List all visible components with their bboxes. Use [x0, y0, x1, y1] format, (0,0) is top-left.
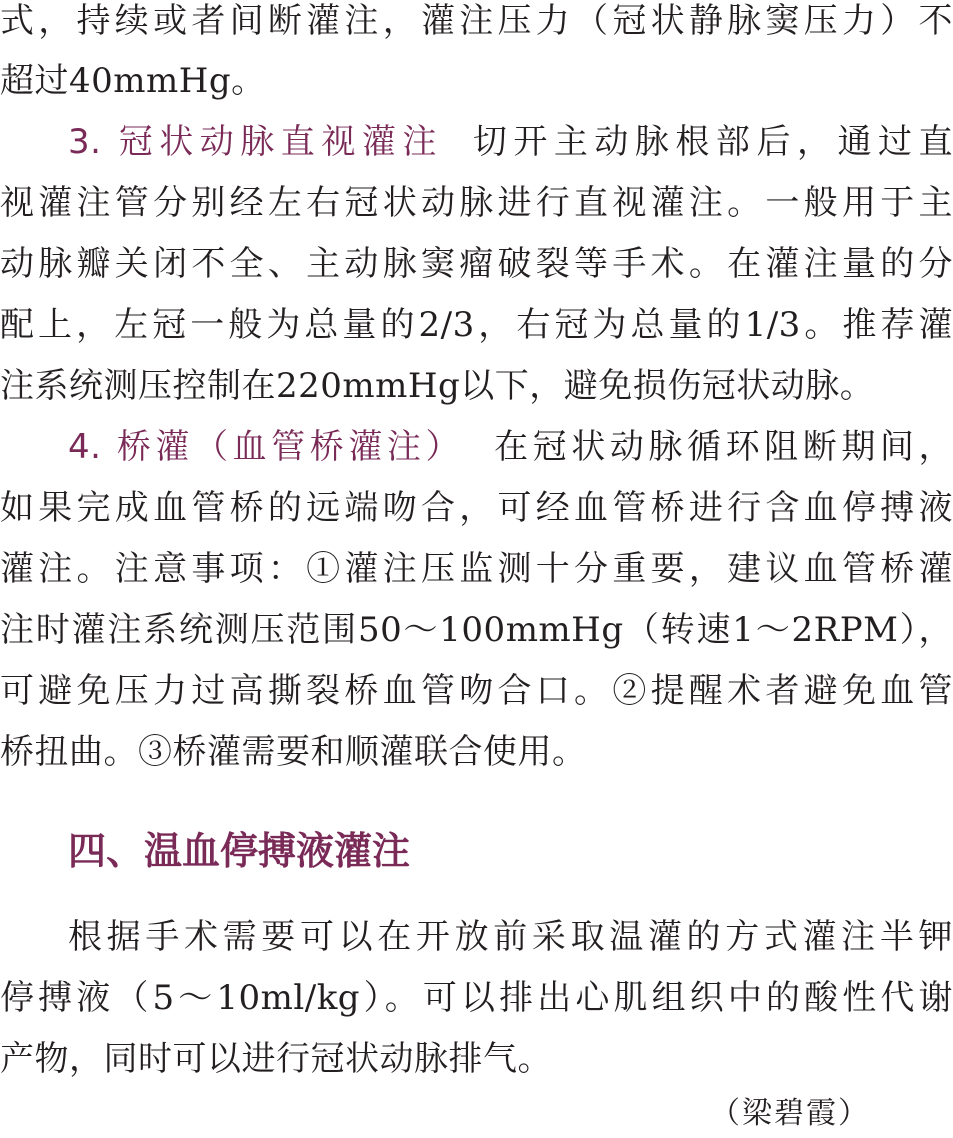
section-4-heading: 4. 桥灌（血管桥灌注） [68, 427, 465, 467]
paragraph-line: 注系统测压控制在220mmHg以下，避免损伤冠状动脉。 [0, 366, 875, 406]
paragraph-line: 配上，左冠一般为总量的2/3，右冠为总量的1/3。推荐灌 [0, 305, 953, 345]
paragraph-line: 停搏液（5～10ml/kg）。可以排出心肌组织中的酸性代谢 [0, 978, 953, 1018]
section-3-first-line [68, 117, 953, 167]
paragraph-line: 视灌注管分别经左右冠状动脉进行直视灌注。一般用于主 [0, 183, 953, 223]
paragraph-line: 可避免压力过高撕裂桥血管吻合口。②提醒术者避免血管 [0, 671, 953, 711]
paragraph-line: 产物，同时可以进行冠状动脉排气。 [0, 1039, 552, 1079]
section-3-first-text: 切开主动脉根部后，通过直 [472, 122, 953, 162]
paragraph-line: 注时灌注系统测压范围50～100mmHg（转速1～2RPM）， [0, 610, 953, 650]
section-4-first-line [68, 422, 953, 472]
author-signature: （梁碧霞） [710, 1096, 870, 1131]
paragraph-line: 桥扭曲。③桥灌需要和顺灌联合使用。 [0, 732, 587, 772]
paragraph-line: 式，持续或者间断灌注，灌注压力（冠状静脉窦压力）不 [0, 1, 953, 41]
section-4-first-text: 在冠状动脉循环阻断期间， [494, 427, 953, 467]
paragraph-line: 如果完成血管桥的远端吻合，可经血管桥进行含血停搏液 [0, 488, 953, 528]
paragraph-line: 动脉瓣关闭不全、主动脉窦瘤破裂等手术。在灌注量的分 [0, 244, 953, 284]
paragraph-line: 根据手术需要可以在开放前采取温灌的方式灌注半钾 [68, 917, 953, 957]
section-3-heading: 3. 冠状动脉直视灌注 [68, 122, 443, 162]
paragraph-line: 超过40mmHg。 [0, 61, 266, 101]
section-heading: 四、温血停搏液灌注 [68, 828, 411, 873]
paragraph-line: 灌注。注意事项：①灌注压监测十分重要，建议血管桥灌 [0, 549, 953, 589]
